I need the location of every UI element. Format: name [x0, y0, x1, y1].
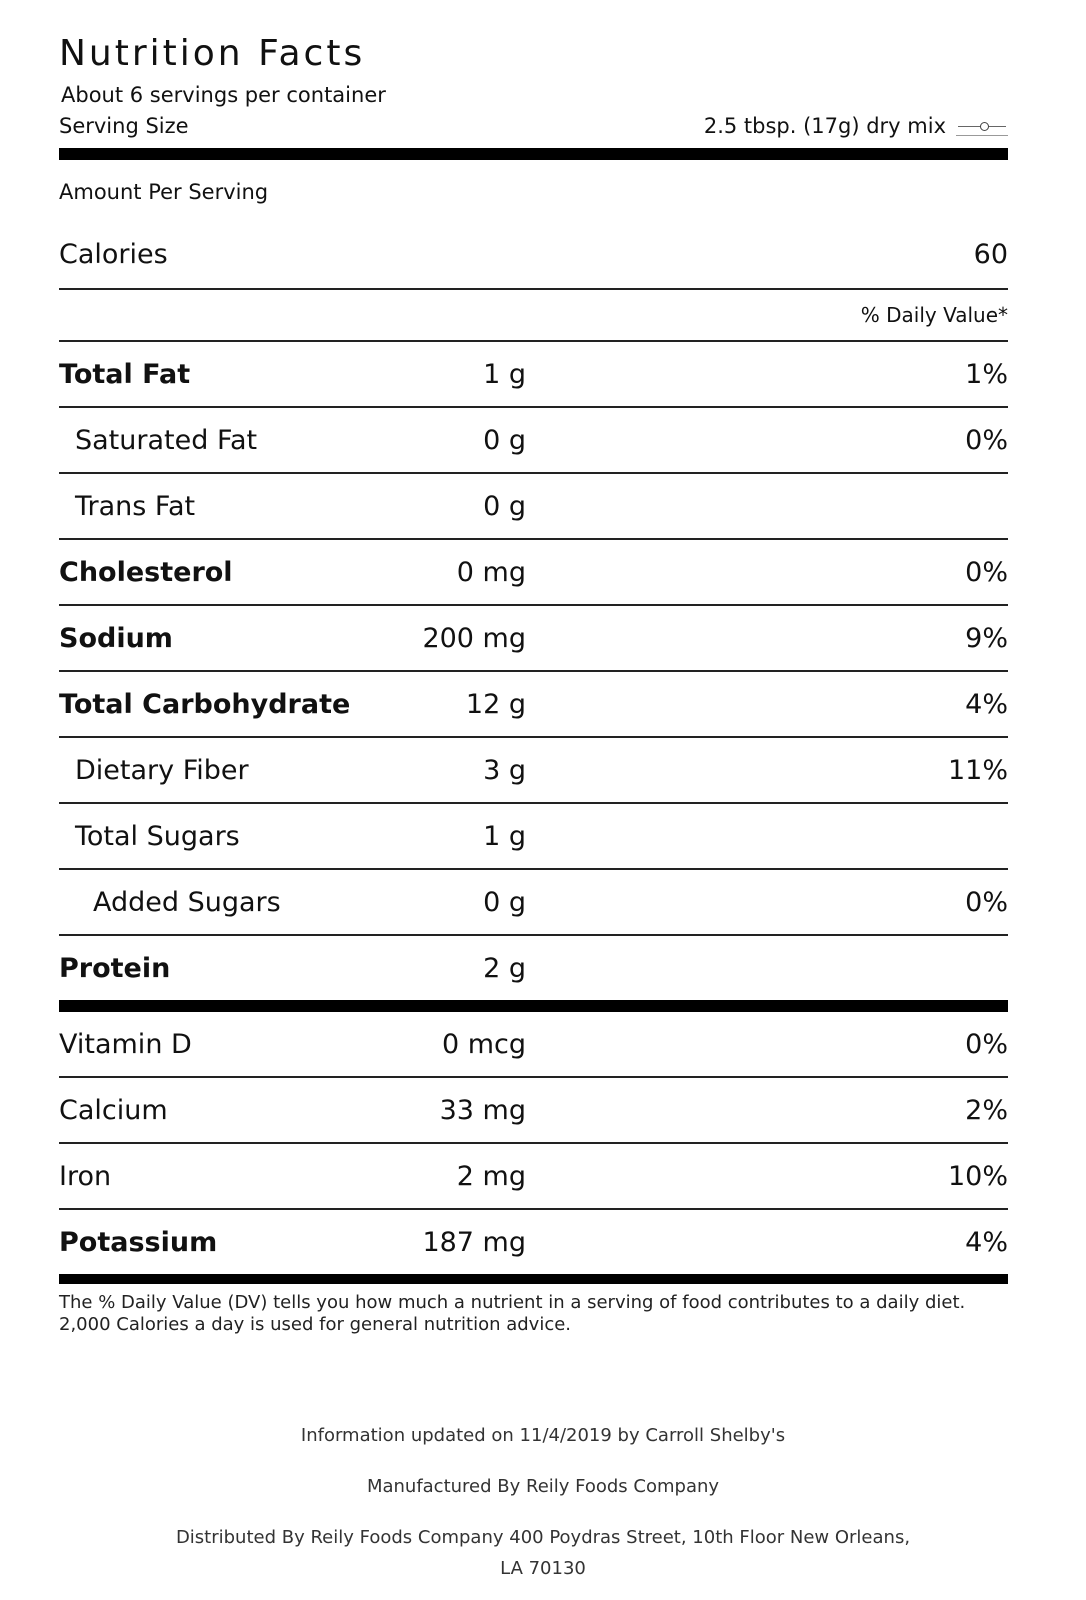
vitamin-name: Iron [59, 1160, 112, 1192]
nutrient-amount: 3 g [483, 754, 526, 786]
vitamin-row-iron [59, 1144, 1008, 1210]
nutrient-row-saturated-fat [59, 408, 1008, 474]
nutrient-row-total-sugars [59, 804, 1008, 870]
label-title: Nutrition Facts [59, 33, 366, 74]
info-updated: Information updated on 11/4/2019 by Carroll Shelby's [300, 1425, 786, 1446]
nutrient-dv: 0% [965, 556, 1008, 588]
vitamin-dv: 0% [965, 1028, 1008, 1060]
calories-label: Calories [59, 238, 168, 270]
nutrient-amount: 12 g [465, 688, 526, 720]
serving-size-value: 2.5 tbsp. (17g) dry mix [703, 114, 946, 138]
vitamin-name: Calcium [59, 1094, 168, 1126]
nutrient-amount: 0 g [483, 886, 526, 918]
nutrient-amount: 2 g [483, 952, 526, 984]
serving-size-row [59, 110, 1008, 142]
nutrient-row-total-carbohydrate [59, 672, 1008, 738]
nutrient-name: Total Carbohydrate [59, 688, 351, 720]
vitamin-dv: 4% [965, 1226, 1008, 1258]
calories-row [59, 220, 1008, 290]
daily-value-header: % Daily Value* [860, 303, 1008, 327]
serving-size-label: Serving Size [59, 114, 189, 138]
thick-divider [59, 1274, 1008, 1284]
nutrient-amount: 0 g [483, 424, 526, 456]
nutrient-amount: 0 mg [456, 556, 526, 588]
vitamin-row-potassium [59, 1210, 1008, 1274]
nutrient-name: Total Sugars [75, 820, 240, 852]
vitamin-amount: 2 mg [456, 1160, 526, 1192]
nutrient-dv: 4% [965, 688, 1008, 720]
nutrient-name: Dietary Fiber [75, 754, 249, 786]
slider-knob-icon[interactable] [980, 122, 989, 131]
vitamin-amount: 33 mg [439, 1094, 526, 1126]
nutrient-amount: 200 mg [422, 622, 526, 654]
footnote-line-1: The % Daily Value (DV) tells you how much a nutrient in a serving of food contributes to a daily diet. [59, 1292, 966, 1313]
nutrient-row-dietary-fiber [59, 738, 1008, 804]
thick-divider [59, 1000, 1008, 1012]
nutrient-amount: 1 g [483, 820, 526, 852]
serving-unit-slider[interactable] [956, 117, 1008, 136]
info-zip: LA 70130 [500, 1558, 586, 1579]
calories-value: 60 [973, 238, 1008, 270]
nutrient-name: Trans Fat [75, 490, 196, 522]
nutrient-dv: 0% [965, 424, 1008, 456]
daily-value-header-row [59, 290, 1008, 342]
amount-per-serving: Amount Per Serving [59, 180, 269, 204]
nutrient-row-cholesterol [59, 540, 1008, 606]
nutrient-dv: 1% [965, 358, 1008, 390]
nutrition-label [59, 30, 1008, 1336]
vitamin-amount: 187 mg [422, 1226, 526, 1258]
vitamin-name: Potassium [59, 1226, 218, 1258]
info-distributed: Distributed By Reily Foods Company 400 Poydras Street, 10th Floor New Orleans, [175, 1527, 911, 1548]
nutrient-name: Sodium [59, 622, 173, 654]
nutrient-name: Added Sugars [93, 886, 281, 918]
vitamin-row-vitamin-d [59, 1012, 1008, 1078]
info-manufactured: Manufactured By Reily Foods Company [366, 1476, 720, 1497]
thick-divider [59, 148, 1008, 160]
vitamin-name: Vitamin D [59, 1028, 192, 1060]
vitamin-dv: 2% [965, 1094, 1008, 1126]
nutrient-row-added-sugars [59, 870, 1008, 936]
nutrient-dv: 0% [965, 886, 1008, 918]
vitamin-dv: 10% [947, 1160, 1008, 1192]
nutrient-row-trans-fat [59, 474, 1008, 540]
nutrient-row-protein [59, 936, 1008, 1000]
nutrient-dv: 11% [947, 754, 1008, 786]
vitamin-row-calcium [59, 1078, 1008, 1144]
nutrient-name: Total Fat [59, 358, 191, 390]
nutrient-amount: 0 g [483, 490, 526, 522]
nutrient-name: Saturated Fat [75, 424, 258, 456]
serving-size-value-group [704, 110, 1008, 142]
vitamin-amount: 0 mcg [441, 1028, 526, 1060]
servings-per-container: About 6 servings per container [61, 83, 386, 107]
nutrient-row-total-fat [59, 342, 1008, 408]
nutrient-amount: 1 g [483, 358, 526, 390]
nutrient-name: Protein [59, 952, 171, 984]
daily-value-footnote [59, 1292, 1008, 1336]
footnote-line-2: 2,000 Calories a day is used for general nutrition advice. [59, 1314, 572, 1335]
nutrient-row-sodium [59, 606, 1008, 672]
nutrient-name: Cholesterol [59, 556, 233, 588]
nutrient-dv: 9% [965, 622, 1008, 654]
